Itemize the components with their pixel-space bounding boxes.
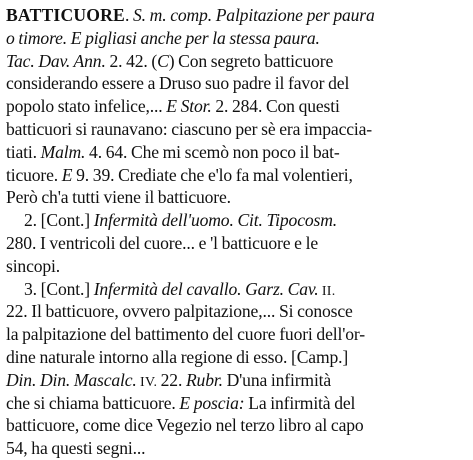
body-text: ) Con segreto batticuore	[168, 50, 334, 71]
body-text: 2. 42. (	[105, 50, 158, 71]
entry-line	[6, 255, 468, 278]
body-text: 3. [Cont.]	[24, 278, 94, 299]
body-text: considerando essere a Druso suo padre il favor del	[6, 73, 350, 94]
body-text: batticuori si raunavano: ciascuno per sè era impaccia-	[6, 118, 373, 139]
italic-text: E	[61, 164, 73, 185]
body-text: batticuore, come dice Vegezio nel terzo libro al capo	[6, 415, 364, 436]
entry-line	[6, 164, 468, 187]
body-text: 280. I ventricoli del cuore... e 'l batticuore e le	[6, 232, 318, 253]
italic-text: E Stor.	[166, 96, 212, 117]
entry-line	[6, 300, 468, 323]
body-text: sincopi.	[6, 255, 61, 276]
italic-text: o timore. E pigliasi anche per la stessa paura.	[6, 27, 320, 48]
entry-line	[6, 437, 468, 460]
body-text: 9. 39. Crediate che e'lo fa mal volentieri,	[72, 164, 353, 185]
entry-line	[6, 278, 468, 301]
italic-text: S. m. comp. Palpitazione per paura	[133, 5, 375, 25]
body-text: la palpitazione del battimento del cuore fuori dell'or-	[6, 324, 365, 345]
entry-line	[6, 4, 468, 27]
body-text: 4. 64. Che mi scemò non poco il bat-	[85, 141, 340, 162]
dictionary-entry-batticuore	[6, 4, 468, 460]
body-text: popolo stato infelice,...	[6, 96, 167, 117]
entry-line	[6, 118, 468, 141]
entry-line	[6, 209, 468, 232]
body-text: 22.	[160, 369, 186, 390]
body-text: tiati.	[6, 141, 41, 162]
italic-text: Infermità del cavallo. Garz. Cav.	[93, 278, 319, 299]
headword: BATTICUORE	[6, 5, 125, 25]
entry-line	[6, 186, 468, 209]
entry-line	[6, 72, 468, 95]
entry-line	[6, 392, 468, 415]
italic-text: Infermità dell'uomo. Cit. Tipocosm.	[93, 210, 338, 231]
body-text: Però ch'a tutti viene il batticuore.	[6, 187, 231, 208]
body-text: 2. 284. Con questi	[211, 96, 340, 117]
italic-text: Malm.	[40, 141, 86, 162]
entry-line	[6, 232, 468, 255]
body-text: dine naturale intorno alla regione di esso. [Camp.]	[6, 346, 349, 367]
italic-text: E poscia:	[179, 392, 245, 413]
entry-line	[6, 346, 468, 369]
entry-line	[6, 369, 468, 392]
body-text: 2. [Cont.]	[24, 210, 94, 231]
body-text: che si chiama batticuore.	[6, 392, 180, 413]
roman-numeral: II.	[318, 283, 336, 299]
roman-numeral: IV.	[136, 374, 161, 390]
entry-line	[6, 95, 468, 118]
body-text: .	[125, 5, 133, 25]
body-text: La infirmità del	[244, 392, 356, 413]
italic-text: C	[157, 50, 169, 71]
italic-text: Tac. Dav. Ann.	[6, 50, 106, 71]
body-text: 22. Il batticuore, ovvero palpitazione,... Si conosce	[6, 301, 353, 322]
italic-text: Rubr.	[185, 369, 223, 390]
entry-line	[6, 141, 468, 164]
body-text: ticuore.	[6, 164, 62, 185]
entry-line	[6, 27, 468, 50]
entry-line	[6, 323, 468, 346]
entry-line	[6, 50, 468, 73]
body-text: 54, ha questi segni...	[6, 438, 146, 459]
italic-text: Din. Din. Mascalc.	[6, 369, 137, 390]
body-text: D'una infirmità	[222, 369, 332, 390]
